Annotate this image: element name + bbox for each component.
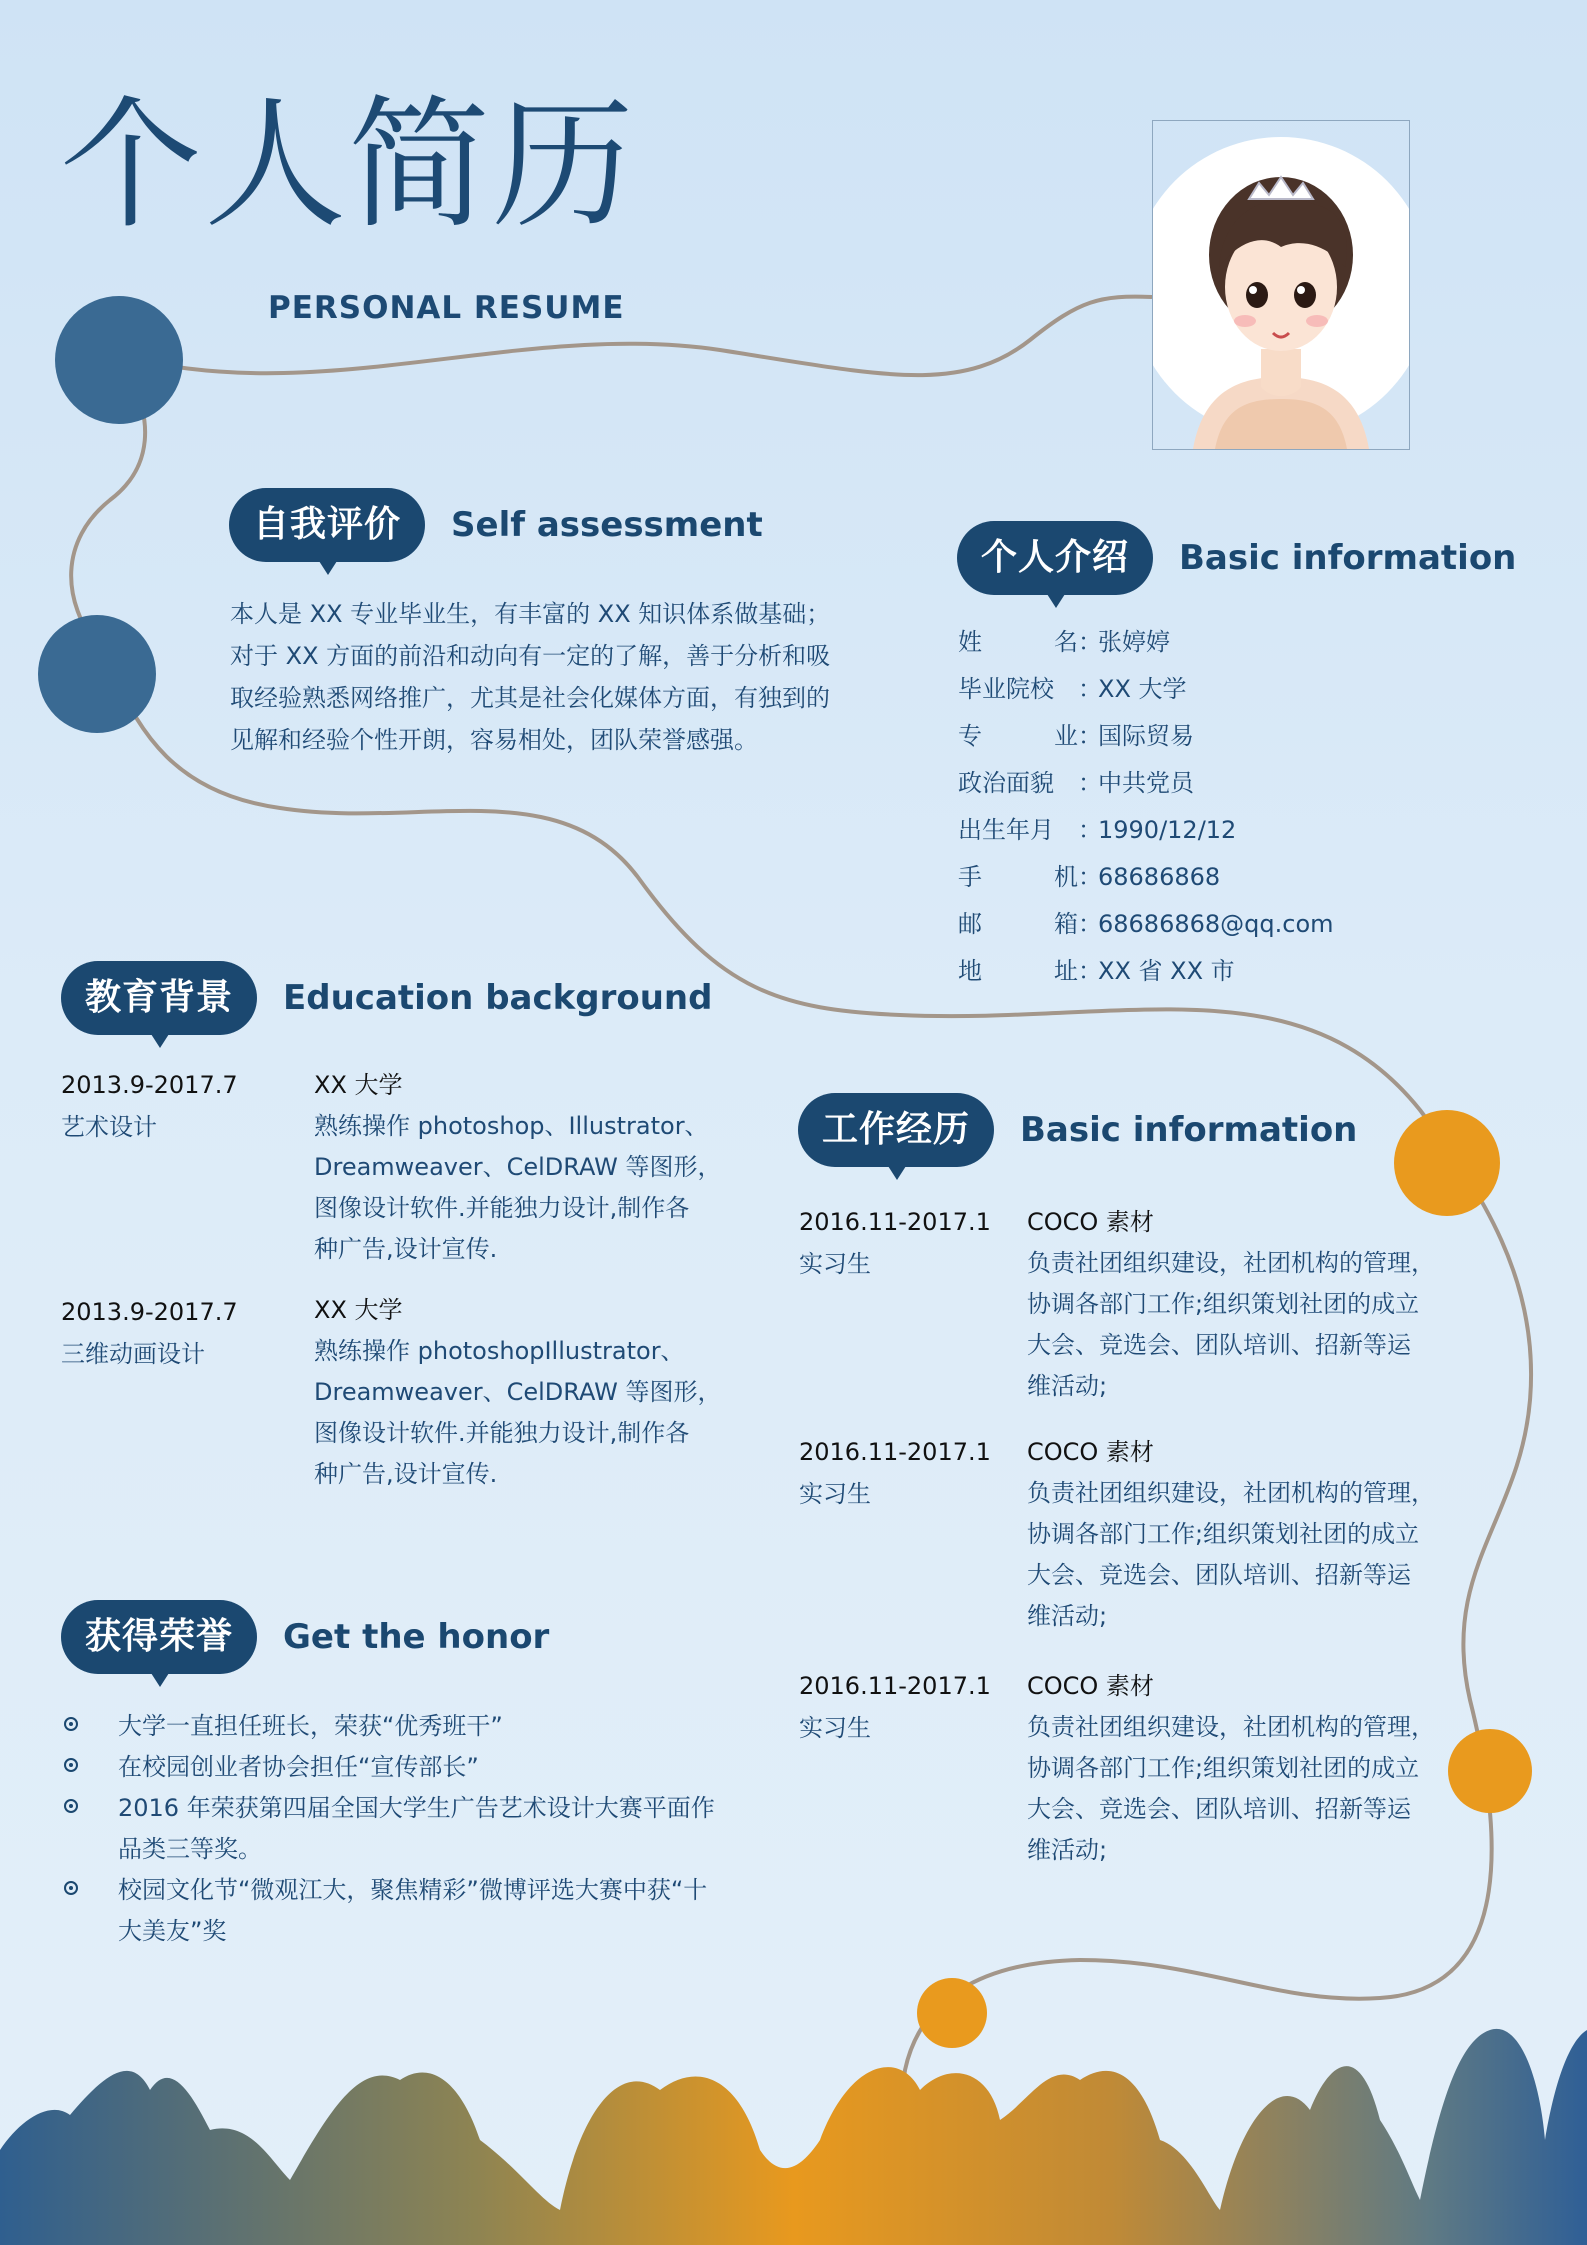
honor-item [62, 1870, 742, 1952]
info-colon: ： [1078, 863, 1102, 891]
honor-line: 校园文化节“微观江大，聚焦精彩”微博评选大赛中获“十 [118, 1876, 708, 1904]
education-desc-line: Dreamweaver、CelDRAW 等图形， [314, 1378, 722, 1406]
info-row-school [958, 666, 1334, 713]
education-detail [314, 1064, 734, 1270]
work-desc-line: 负责社团组织建设，社团机构的管理， [1027, 1713, 1435, 1741]
education-major: 艺术设计 [61, 1113, 157, 1141]
info-value: 张婷婷 [1098, 628, 1170, 656]
work-desc-line: 大会、竞选会、团队培训、招新等运 [1027, 1795, 1411, 1823]
education-header [61, 961, 712, 1035]
education-desc-line: 图像设计软件.并能独力设计,制作各 [314, 1419, 690, 1447]
honor-line: 在校园创业者协会担任“宣传部长” [118, 1753, 479, 1781]
work-company: COCO 素材 [1027, 1672, 1154, 1700]
honors-header [61, 1600, 549, 1674]
education-desc-line: 种广告,设计宣传. [314, 1460, 498, 1488]
info-value: 国际贸易 [1098, 722, 1194, 750]
orange-circle-bottom [917, 1978, 987, 2048]
self-assessment-line: 见解和经验个性开朗，容易相处，团队荣誉感强。 [230, 726, 758, 754]
work-title-en: Basic information [1020, 1110, 1358, 1150]
work-desc-line: 负责社团组织建设，社团机构的管理， [1027, 1479, 1435, 1507]
self-assessment-line: 对于 XX 方面的前沿和动向有一定的了解，善于分析和吸 [230, 642, 831, 670]
education-desc-line: 种广告,设计宣传. [314, 1235, 498, 1263]
work-desc-line: 维活动; [1027, 1602, 1108, 1630]
work-desc-line: 负责社团组织建设，社团机构的管理， [1027, 1249, 1435, 1277]
info-key: 手 [958, 863, 982, 891]
info-key: 毕业院校 [958, 675, 1054, 703]
education-date: 2013.9-2017.7 [61, 1298, 238, 1326]
info-key: 业 [1054, 722, 1078, 750]
blue-circle-middle [38, 615, 156, 733]
education-item [61, 1064, 238, 1148]
work-detail [1027, 1201, 1527, 1407]
education-title-en: Education background [283, 978, 713, 1018]
info-value: XX 大学 [1098, 675, 1187, 703]
info-key: 政治面貌 [958, 769, 1054, 797]
self-assessment-text [230, 593, 850, 761]
blue-circle-top [55, 296, 183, 424]
info-row-email [958, 901, 1334, 948]
circle-dot-bullet-icon [64, 1717, 78, 1731]
info-colon: ： [1078, 910, 1102, 938]
self-assessment-badge: 自我评价 [229, 488, 425, 562]
education-desc-line: Dreamweaver、CelDRAW 等图形， [314, 1153, 722, 1181]
work-date: 2016.11-2017.1 [799, 1672, 991, 1700]
avatar-cartoon-girl-icon [1153, 137, 1409, 449]
info-key: 机 [1054, 863, 1078, 891]
work-role: 实习生 [799, 1250, 871, 1278]
education-school: XX 大学 [314, 1071, 403, 1099]
self-assessment-line: 本人是 XX 专业毕业生，有丰富的 XX 知识体系做基础； [230, 600, 831, 628]
honor-line: 大学一直担任班长，荣获“优秀班干” [118, 1712, 503, 1740]
info-key: 专 [958, 722, 982, 750]
info-row-birth [958, 807, 1334, 854]
info-row-phone [958, 854, 1334, 901]
bottom-hills [0, 2029, 1587, 2245]
info-row-political [958, 760, 1334, 807]
self-assessment-line: 取经验熟悉网络推广，尤其是社会化媒体方面，有独到的 [230, 684, 830, 712]
profile-photo-frame [1152, 120, 1410, 450]
work-company: COCO 素材 [1027, 1208, 1154, 1236]
info-key: 名 [1054, 628, 1078, 656]
education-badge: 教育背景 [61, 961, 257, 1035]
honor-item [62, 1706, 742, 1747]
info-row-address [958, 948, 1334, 995]
education-desc-line: 图像设计软件.并能独力设计,制作各 [314, 1194, 690, 1222]
honors-badge: 获得荣誉 [61, 1600, 257, 1674]
education-desc-line: 熟练操作 photoshopIllustrator、 [314, 1337, 685, 1365]
page-subtitle: PERSONAL RESUME [268, 290, 625, 326]
work-item [799, 1431, 991, 1515]
work-desc-line: 协调各部门工作;组织策划社团的成立 [1027, 1754, 1420, 1782]
circle-dot-bullet-icon [64, 1881, 78, 1895]
education-desc-line: 熟练操作 photoshop、Illustrator、 [314, 1112, 709, 1140]
work-desc-line: 维活动; [1027, 1372, 1108, 1400]
work-date: 2016.11-2017.1 [799, 1438, 991, 1466]
info-value: XX 省 XX 市 [1098, 957, 1235, 985]
work-header [798, 1093, 1357, 1167]
info-key: 邮 [958, 910, 982, 938]
info-value: 1990/12/12 [1098, 816, 1237, 844]
education-school: XX 大学 [314, 1296, 403, 1324]
info-row-name [958, 619, 1334, 666]
work-item [799, 1665, 991, 1749]
info-value: 68686868@qq.com [1098, 910, 1334, 938]
page-title: 个人简历 [60, 83, 636, 248]
basic-info-badge: 个人介绍 [957, 521, 1153, 595]
honor-line: 品类三等奖。 [118, 1835, 262, 1863]
info-value: 中共党员 [1098, 769, 1194, 797]
circle-dot-bullet-icon [64, 1758, 78, 1772]
self-assessment-header [229, 488, 763, 562]
honor-line: 大美友”奖 [118, 1917, 227, 1945]
education-detail [314, 1289, 734, 1495]
work-desc-line: 维活动; [1027, 1836, 1108, 1864]
info-colon: ： [1078, 722, 1102, 750]
info-key: 姓 [958, 628, 982, 656]
honor-item [62, 1747, 742, 1788]
honor-item [62, 1788, 742, 1870]
honor-line: 2016 年荣获第四届全国大学生广告艺术设计大赛平面作 [118, 1794, 715, 1822]
work-date: 2016.11-2017.1 [799, 1208, 991, 1236]
work-detail [1027, 1431, 1527, 1637]
work-desc-line: 大会、竞选会、团队培训、招新等运 [1027, 1331, 1411, 1359]
info-colon: ： [1078, 957, 1102, 985]
info-value: 68686868 [1098, 863, 1221, 891]
work-role: 实习生 [799, 1714, 871, 1742]
honors-title-en: Get the honor [283, 1617, 550, 1657]
info-colon: ： [1078, 675, 1102, 703]
work-badge: 工作经历 [798, 1093, 994, 1167]
info-colon: ： [1078, 816, 1102, 844]
work-detail [1027, 1665, 1527, 1871]
basic-info-title-en: Basic information [1179, 538, 1517, 578]
work-company: COCO 素材 [1027, 1438, 1154, 1466]
info-key: 址 [1054, 957, 1078, 985]
work-role: 实习生 [799, 1480, 871, 1508]
info-key: 箱 [1054, 910, 1078, 938]
info-colon: ： [1078, 628, 1102, 656]
education-date: 2013.9-2017.7 [61, 1071, 238, 1099]
self-assessment-title-en: Self assessment [451, 505, 763, 545]
work-desc-line: 协调各部门工作;组织策划社团的成立 [1027, 1290, 1420, 1318]
education-major: 三维动画设计 [61, 1340, 205, 1368]
honors-list [62, 1706, 742, 1952]
education-item [61, 1291, 238, 1375]
work-desc-line: 大会、竞选会、团队培训、招新等运 [1027, 1561, 1411, 1589]
work-desc-line: 协调各部门工作;组织策划社团的成立 [1027, 1520, 1420, 1548]
info-key: 地 [958, 957, 982, 985]
info-colon: ： [1078, 769, 1102, 797]
basic-info-list [958, 619, 1334, 995]
circle-dot-bullet-icon [64, 1799, 78, 1813]
info-key: 出生年月 [958, 816, 1054, 844]
basic-info-header [957, 521, 1516, 595]
info-row-major [958, 713, 1334, 760]
work-item [799, 1201, 991, 1285]
